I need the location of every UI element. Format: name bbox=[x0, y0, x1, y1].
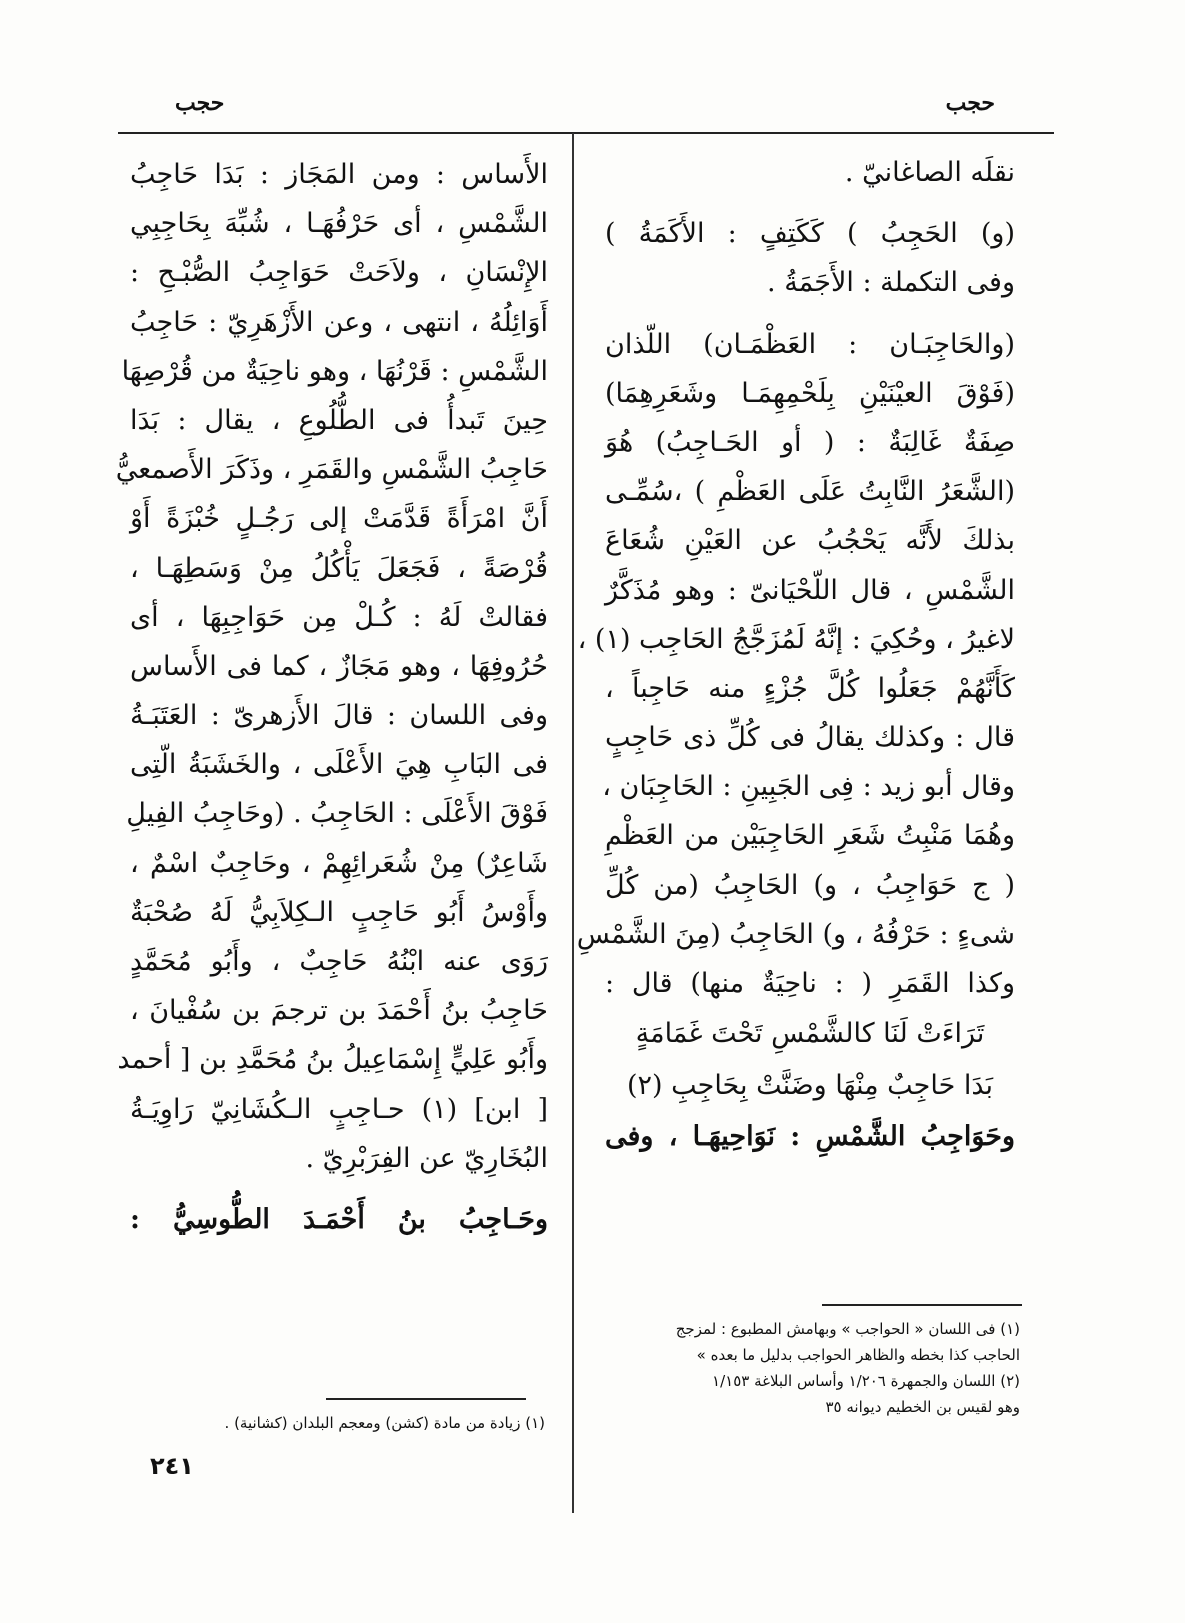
right-column bbox=[576, 148, 1015, 1161]
text-line: حُرُوفِهَا ، وهو مَجَازٌ ، كما فى الأَساس bbox=[130, 650, 548, 682]
footnote-line: (٢) اللسان والجمهرة ١/٢٠٦ وأساس البلاغة ١/١٥٣ bbox=[712, 1372, 1020, 1390]
footnote-line: الحاجب كذا بخطه والظاهر الحواجب بدليل ما بعده » bbox=[696, 1346, 1020, 1364]
text-line: حَاجِبُ بنُ أَحْمَدَ بن ترجمَ بن سُفْيانَ ، bbox=[130, 995, 548, 1027]
text-line: وحَوَاجِبُ الشَّمْسِ : نَوَاحِيهَـا ، وفى bbox=[605, 1121, 1015, 1153]
running-head-right: حجب bbox=[945, 90, 995, 116]
text-line: (فَوْقَ العيْنَيْنِ بِلَحْمِهِمَـا وشَعَرِهِمَا) bbox=[605, 377, 1015, 409]
footnote-line: وهو لقيس بن الخطيم ديوانه ٣٥ bbox=[825, 1398, 1020, 1416]
text-line: ( ج حَوَاجِبُ ، و) الحَاجِبُ (من كُلِّ bbox=[605, 869, 1015, 901]
left-column bbox=[115, 150, 548, 1244]
running-head-left: حجب bbox=[175, 90, 225, 116]
text-line: وكذا القَمَرِ ( : ناحِيَةٌ منها) قال : bbox=[605, 968, 1015, 999]
text-line: نقلَه الصاغانيّ . bbox=[844, 157, 1015, 188]
text-line: حَاجِبُ الشَّمْسِ والقَمَرِ ، وذَكَرَ الأَصمعيُّ bbox=[115, 454, 548, 486]
text-line: (والحَاجِبَـان : العَظْمَـان) اللّذان bbox=[605, 328, 1015, 360]
text-line: الأَساس : ومن المَجَاز : بَدَا حَاجِبُ bbox=[130, 159, 548, 190]
footnote-rule-left bbox=[326, 1398, 526, 1400]
text-line: الإِنْسَانِ ، ولاَحَتْ حَوَاجِبُ الصُّبْـحِ : bbox=[130, 257, 548, 289]
footnote-line: (١) زيادة من مادة (كشن) ومعجم البلدان (كشانية) . bbox=[224, 1414, 545, 1432]
text-line: وأَوْسُ أَبُو حَاجِبٍ الـكِلاَبِيُّ لَهُ صُحْبَةٌ bbox=[130, 896, 548, 928]
footnote-line: (١) فى اللسان « الحواجب » وبهامش المطبوع : لمزجج bbox=[675, 1320, 1020, 1338]
text-line: وفى اللسان : قالَ الأَزهرىّ : العَتَبَـةُ bbox=[130, 700, 548, 732]
header-rule bbox=[118, 132, 1054, 134]
text-line: بذلكَ لأَنَّه يَحْجُبُ عن العَيْنِ شُعَاعَ bbox=[605, 525, 1015, 557]
text-line: فَوْقَ الأَعْلَى : الحَاجِبُ . (وحَاجِبُ الفِيلِ bbox=[126, 798, 548, 830]
text-line: لاغيرُ ، وحُكِيَ : إنَّهُ لَمُزَجَّجُ الحَاجِب (١) ، bbox=[577, 623, 1015, 655]
text-line: وأَبُو عَلِيٍّ إِسْمَاعِيلُ بنُ مُحَمَّدِ بن [ أحمد bbox=[117, 1044, 548, 1076]
text-line: رَوَى عنه ابْنُهُ حَاجِبٌ ، وأَبُو مُحَمَّدٍ bbox=[130, 946, 548, 977]
footnotes-left bbox=[125, 1410, 545, 1436]
footnote-rule-right bbox=[822, 1304, 1022, 1306]
text-line: الشَّمْسِ ، قال اللّحْيَانىّ : وهو مُذَكَّرٌ bbox=[605, 574, 1015, 606]
text-line: شىءٍ : حَرْفُهُ ، و) الحَاجِبُ (مِنَ الشَّمْسِ bbox=[576, 918, 1015, 950]
text-line: وقال أبو زيد : فِى الجَبِينِ : الحَاجِبَان ، bbox=[602, 771, 1015, 803]
text-line: أَنَّ امْرَأَةً قَدَّمَتْ إلى رَجُـلٍ خُبْزَةً أَوْ bbox=[130, 503, 548, 535]
poem-verse: بَدَا حَاجِبٌ مِنْهَا وضَنَّتْ بِحَاجِبِ (٢) bbox=[626, 1070, 994, 1102]
text-line: كَأَنَّهُمْ جَعَلُوا كُلَّ جُزْءٍ منه حَاجِباً ، bbox=[605, 672, 1015, 704]
text-line: [ ابن] (١) حـاجِبٍ الـكُشَانِيّ رَاوِيَـةُ bbox=[130, 1093, 548, 1125]
text-line: البُخَارِيّ عن الفِرَبْرِيّ . bbox=[305, 1142, 548, 1174]
text-line: شَاعِرٌ) مِنْ شُعَرائِهِمْ ، وحَاجِبٌ اسْمٌ ، bbox=[130, 847, 548, 879]
text-line: الشَّمْسِ : قَرْنُهَا ، وهو ناحِيَةٌ من قُرْصِهَا bbox=[121, 355, 548, 387]
text-line: قال : وكذلك يقالُ فى كُلِّ ذى حَاجِبٍ bbox=[605, 722, 1015, 754]
entry-heading: وحَـاجِبُ بنُ أَحْمَـدَ الطُّوسِيُّ : bbox=[130, 1203, 548, 1235]
text-line: أَوَائِلُهُ ، انتهى ، وعن الأَزْهَرِيّ : حَاجِبُ bbox=[130, 306, 548, 338]
text-line: فى البَابِ هِيَ الأَعْلَى ، والخَشَبَةُ الّتِى bbox=[130, 749, 548, 781]
text-line: (و) الحَجِبُ ) كَكَتِفٍ : الأَكَمَةُ ) bbox=[605, 218, 1015, 250]
text-line: صِفَةٌ غَالِبَةٌ : ( أو الحَـاجِبُ) هُوَ bbox=[605, 426, 1015, 458]
page-number: ٢٤١ bbox=[150, 1452, 194, 1480]
poem-verse: تَرَاءَتْ لَنَا كالشَّمْسِ تَحْتَ غَمَامَةٍ bbox=[635, 1018, 985, 1050]
text-line: وفى التكملة : الأَجَمَةُ . bbox=[767, 267, 1015, 299]
text-line: وهُمَا مَنْبِتُ شَعَرِ الحَاجِبَيْن من العَظْمِ bbox=[605, 820, 1015, 852]
text-line: قُرْصَةً ، فَجَعَلَ يَأْكُلُ مِنْ وَسَطِهَـا ، bbox=[130, 552, 548, 584]
text-line: فقالتْ لَهُ : كُـلْ مِن حَوَاجِبِهَا ، أى bbox=[130, 601, 548, 633]
text-line: حِينَ تَبدأُ فى الطُّلُوعِ ، يقال : بَدَا bbox=[130, 404, 548, 436]
column-divider bbox=[572, 133, 574, 1513]
footnotes-right bbox=[600, 1316, 1020, 1420]
text-line: الشَّمْسِ ، أى حَرْفُهَـا ، شُبِّهَ بِحَاجِبِي bbox=[130, 208, 548, 240]
text-line: (الشَّعَرُ النَّابِتُ عَلَى العَظْمِ ) ،سُمِّـى bbox=[605, 476, 1015, 508]
